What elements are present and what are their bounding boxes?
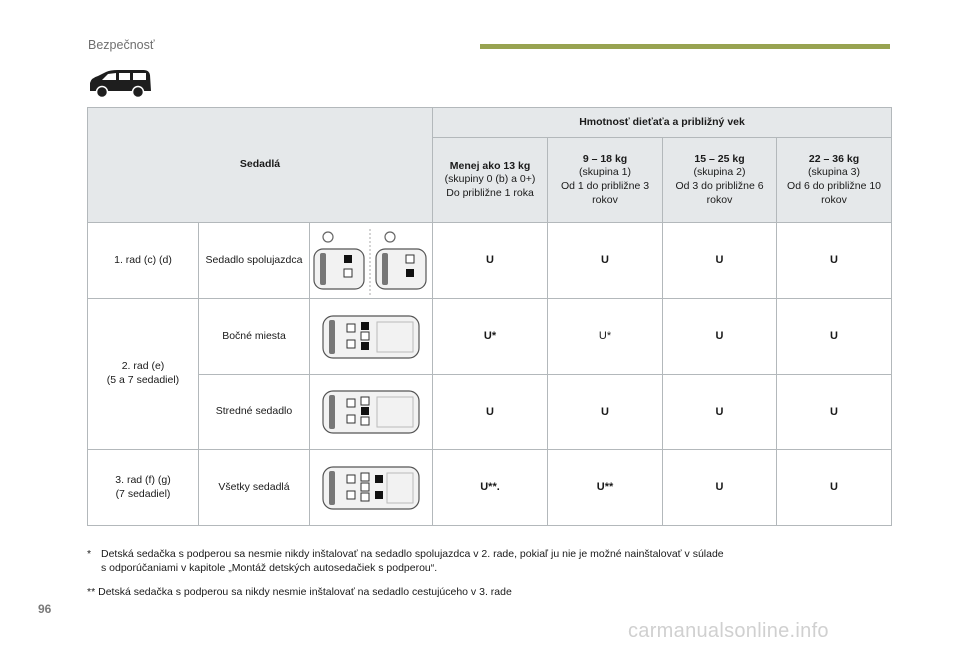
weight-group-2 [663,138,777,223]
value-cell: U [433,375,548,450]
watermark: carmanualsonline.info [628,620,829,642]
group-class: (skupina 1) [579,166,631,179]
value-cell: U [433,223,548,299]
weight-group-3 [777,138,892,223]
table-row [88,223,892,299]
group-age: Od 1 do približne 3 rokov [560,180,650,206]
group-weight: 22 – 36 kg [808,152,860,165]
value-cell: U [777,299,892,375]
group-age: Od 3 do približne 6 rokov [675,180,764,206]
group-class: (skupiny 0 (b) a 0+) [444,173,536,186]
value-cell: U [663,299,777,375]
footnote-text: Detská sedačka s podperou sa nesmie nikdy inštalovať na sedadlo spolujazdca v 2. rade, pokiaľ ju nie je možné nainštalovať v súlade [101,548,724,560]
footnote-double-star [87,585,512,599]
value-cell: U [548,223,663,299]
table-row [88,375,892,450]
group-age: Do približne 1 roka [446,186,534,199]
section-accent-bar [480,44,890,49]
second-row-middle-seat-diagram [310,375,433,450]
front-passenger-seat-diagram [310,223,433,299]
weight-group-1 [548,138,663,223]
header-seats: Sedadlá [88,108,433,223]
value-cell: U [548,375,663,450]
weight-group-0 [433,138,548,223]
value-cell: U [663,223,777,299]
value-cell: U* [433,299,548,375]
seat-label: Sedadlo spolujazdca [199,223,310,299]
value-cell: U**. [433,450,548,526]
table-row [88,450,892,526]
seat-label: Bočné miesta [199,299,310,375]
value-cell: U [777,450,892,526]
group-weight: 9 – 18 kg [582,152,628,165]
footnote-single-star [87,547,724,575]
footnote-text-continued: s odporúčaniami v kapitole „Montáž detských autosedačiek s podperou“. [101,562,438,575]
row-label: 3. rad (f) (g) (7 sedadiel) [88,450,199,526]
group-weight: 15 – 25 kg [694,152,745,165]
section-title: Bezpečnosť [88,38,155,52]
value-cell: U [777,223,892,299]
page-number: 96 [38,602,52,616]
value-cell: U [663,375,777,450]
footnote-mark: ** [87,586,96,598]
van-side-icon [86,70,152,98]
row-label: 1. rad (c) (d) [88,223,199,299]
row-label: 2. rad (e) (5 a 7 sedadiel) [88,299,199,450]
child-seat-table [87,107,892,526]
group-age: Od 6 do približne 10 rokov [787,180,882,206]
value-cell: U** [548,450,663,526]
group-class: (skupina 3) [808,166,860,179]
group-class: (skupina 2) [693,166,746,179]
seat-label: Stredné sedadlo [199,375,310,450]
footnote-mark: * [87,548,92,560]
group-weight: Menej ako 13 kg [449,159,531,172]
third-row-all-seats-diagram [310,450,433,526]
seat-label: Všetky sedadlá [199,450,310,526]
value-cell: U* [548,299,663,375]
second-row-side-seats-diagram [310,299,433,375]
footnote-text: Detská sedačka s podperou sa nikdy nesmie inštalovať na sedadlo cestujúceho v 3. rade [98,586,512,598]
value-cell: U [777,375,892,450]
table-row [88,299,892,375]
header-weight: Hmotnosť dieťaťa a približný vek [433,108,892,138]
value-cell: U [663,450,777,526]
